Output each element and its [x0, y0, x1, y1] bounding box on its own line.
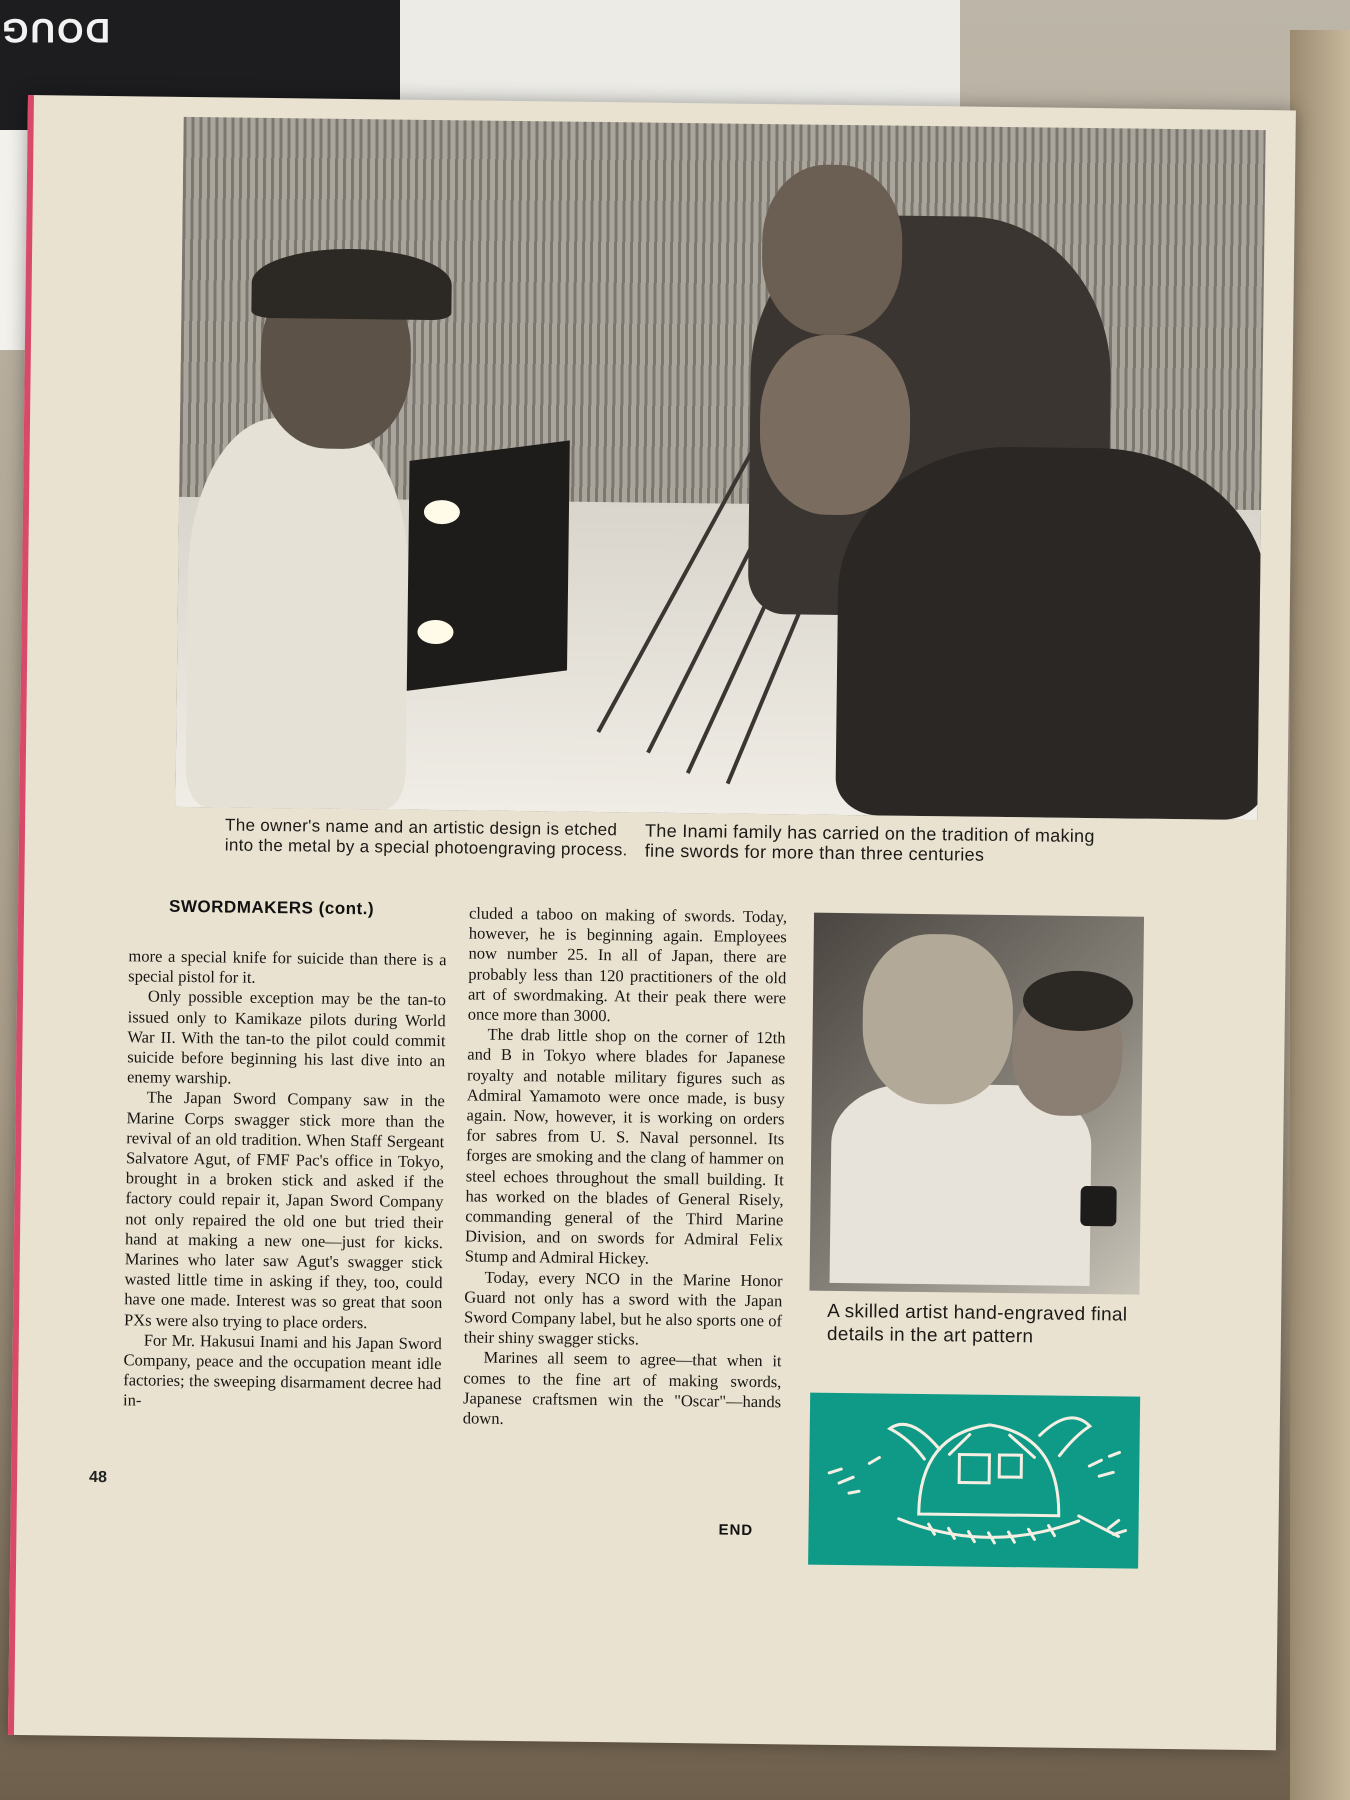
section-title: SWORDMAKERS (cont.) [168, 896, 375, 919]
photo-lamp [424, 500, 460, 524]
paragraph: Marines all seem to agree—that when it comes to the fine art of making swords, Japanese craftsmen win the "Oscar"—hands down. [462, 1348, 782, 1428]
article-column-1 [123, 946, 447, 1415]
article-column-2 [463, 903, 787, 1432]
caption-side: A skilled artist hand-engraved final details in the art pattern [826, 1300, 1128, 1348]
photo-ink-pot [1080, 1186, 1116, 1226]
paragraph: cluded a taboo on making of swords. Today, however, he is beginning again. Employees now number 25. In all of Japan, there are probably less than 120 practitioners of the old art of swordmaking. At their peak there were once more than 3000. [467, 903, 788, 1026]
page-number: 48 [89, 1468, 108, 1487]
photo-lamp [417, 620, 453, 644]
paragraph: Today, every NCO in the Marine Honor Guard not only has a sword with the Japan Sword Company label, but he also sports one of their shiny swagger sticks. [463, 1267, 783, 1349]
photo-figure-head [759, 334, 911, 516]
photo-figure-head [761, 164, 903, 336]
background-paper [400, 0, 960, 110]
photo-figure-head [862, 933, 1014, 1105]
facing-page-edge [1290, 30, 1350, 1800]
end-mark: END [718, 1521, 754, 1539]
photo-figure-cap [1023, 970, 1134, 1031]
paragraph: more a special knife for suicide than there is a special pistol for it. [128, 946, 447, 988]
paragraph: For Mr. Hakusui Inami and his Japan Sword Company, peace and the occupation meant idle factories; the sweeping disarmament decree had in- [122, 1330, 442, 1410]
paragraph: Only possible exception may be the tan-to issued only to Kamikaze pilots during World War II. With the tan-to the pilot could commit suicide before beginning his last dive into an enemy warship. [126, 986, 447, 1088]
top-photo [175, 117, 1265, 820]
cartoon-drawing [808, 1393, 1140, 1569]
photo-figure-cap [251, 248, 452, 320]
caption-top-left: The owner's name and an artistic design is etched into the metal by a special photoengraving process. [224, 815, 628, 860]
photo-figure-marine [835, 445, 1265, 820]
background-book-title: DOUG [0, 11, 110, 49]
paragraph: The drab little shop on the corner of 12th and B in Tokyo where blades for Japanese royalty and notable military figures such as Admiral Yamamoto were once made, is busy again. Now, however, it is working on orders for sabres from U. S. Naval personnel. Its forges are smoking and the clang of hammer on steel echoes throughout the small building. It has worked on the blades of General Risely, commanding general of the Third Marine Division, and on swords for Admiral Felix Stump and Admiral Hickey. [464, 1024, 786, 1269]
magazine-page [8, 95, 1296, 1750]
caption-top-right: The Inami family has carried on the tradition of making fine swords for more than three centuries [644, 820, 1095, 865]
paragraph: The Japan Sword Company saw in the Marine Corps swagger stick more than the revival of an old tradition. When Staff Sergeant Salvatore Agut, of FMF Pac's office in Tokyo, brought in a broken stick and asked if the factory could repair it, Japan Sword Company not only repaired the old one but tried their hand at making a new one—just for kicks. Marines who later saw Agut's swagger stick wasted little time in asking if they, too, could have one made. Interest was so great that soon PXs were also trying to place orders. [123, 1087, 445, 1332]
photo-engraving-frame [407, 440, 570, 691]
samurai-helmet-cartoon-icon [808, 1393, 1140, 1569]
photo-figure-craftsman [185, 417, 410, 810]
side-photo [809, 913, 1144, 1295]
